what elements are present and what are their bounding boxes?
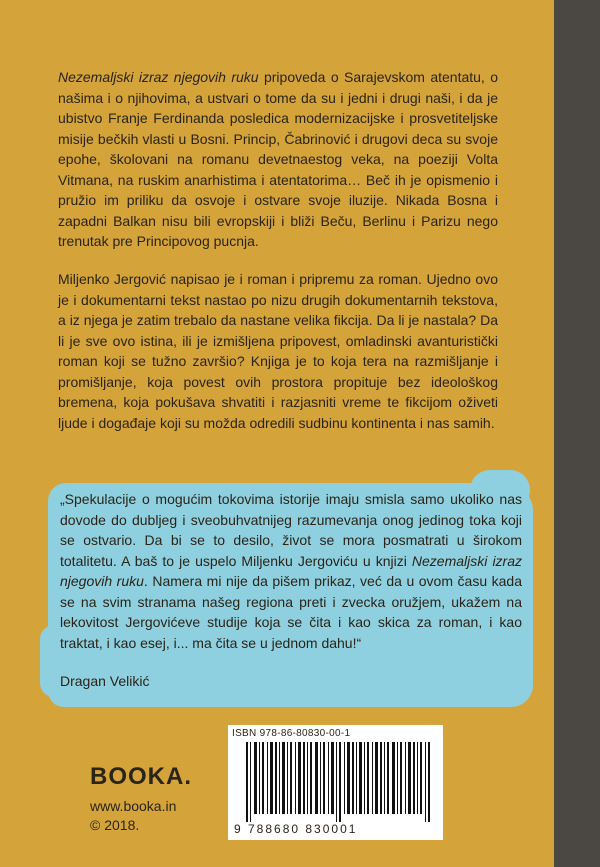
publisher-website: www.booka.in: [90, 798, 177, 814]
copyright-year: © 2018.: [90, 817, 140, 833]
review-quote: [60, 489, 522, 653]
description-paragraph-2: Miljenko Jergović napisao je i roman i pripremu za roman. Ujedno ovo je i dokumentarni tekst nastao po nizu drugih dokumentarnih tekstova, a iz njega je zatim trebalo da nastane velika fikcija. Da li je nastala? Da li je sve ovo istina, ili je izmišljena pripovest, omladinski avanturistički roman koji se tužno završio? Knjiga je to koja tera na razmišljanje i promišljanje, koja povest ovih prostora propituje bez ideološkog bremena, koja pokušava shvatiti i razjasniti vreme te fikcijom oživeti ljude i događaje koji su možda odredili sudbinu kontinenta i nas samih.: [58, 271, 498, 431]
book-title-italic: Nezemaljski izraz njegovih ruku: [58, 69, 259, 85]
quote-book-title: Nezemaljski izraz njegovih ruku: [60, 552, 522, 589]
barcode-number: 9 788680 830001: [234, 822, 358, 836]
quote-text: . Namera mi nije da pišem prikaz, već da u ovom času kada se na svim stranama našeg regiona preti i zvecka oružjem, ukažem na lekovitost Jergovićeve studije koja se čita i kao skica za roman, i kao traktat, i kao esej, i... ma čita se u jednom dahu!“: [60, 573, 522, 651]
book-spine: [554, 0, 600, 867]
barcode-bars: [246, 742, 434, 822]
description-paragraph-1: [58, 67, 498, 252]
quote-author: Dragan Velikić: [60, 673, 150, 689]
publisher-info: [90, 797, 176, 835]
quote-text: „Spekulacije o mogućim tokovima istorije imaju smisla samo ukoliko nas dovode do dubljeg i sveobuhvatnijeg razumevanja onog jedinog toka koji se ostvario. Da bi se to desilo, život se mora posmatrati u širokom totalitetu. A baš to je uspelo Miljenku Jergoviću u knjizi: [60, 491, 522, 569]
paragraph-1-text: pripoveda o Sarajevskom atentatu, o našima i o njihovima, a ustvari o tome da su i jedni i drugi naši, i da je ubistvo Franje Ferdinanda posledica modernizacijske i prosvetiteljske misije bečkih vlasti u Bosni. Princip, Čabrinović i drugovi deca su svoje epohe, školovani na romanu devetnaestog veka, na poeziji Volta Vitmana, na ruskim anarhistima i atentatorima… Beč ih je opismenio i pružio im priliku da osvoje i ostvare svoje iluzije. Nikada Bosna i zapadni Balkan nisu bili evropskiji i bliži Beču, Berlinu i Parizu nego trenutak pre Principovog pucnja.: [58, 69, 498, 249]
publisher-logo: BOOKA.: [90, 763, 192, 790]
isbn-label: ISBN 978-86-80830-00-1: [232, 728, 351, 739]
